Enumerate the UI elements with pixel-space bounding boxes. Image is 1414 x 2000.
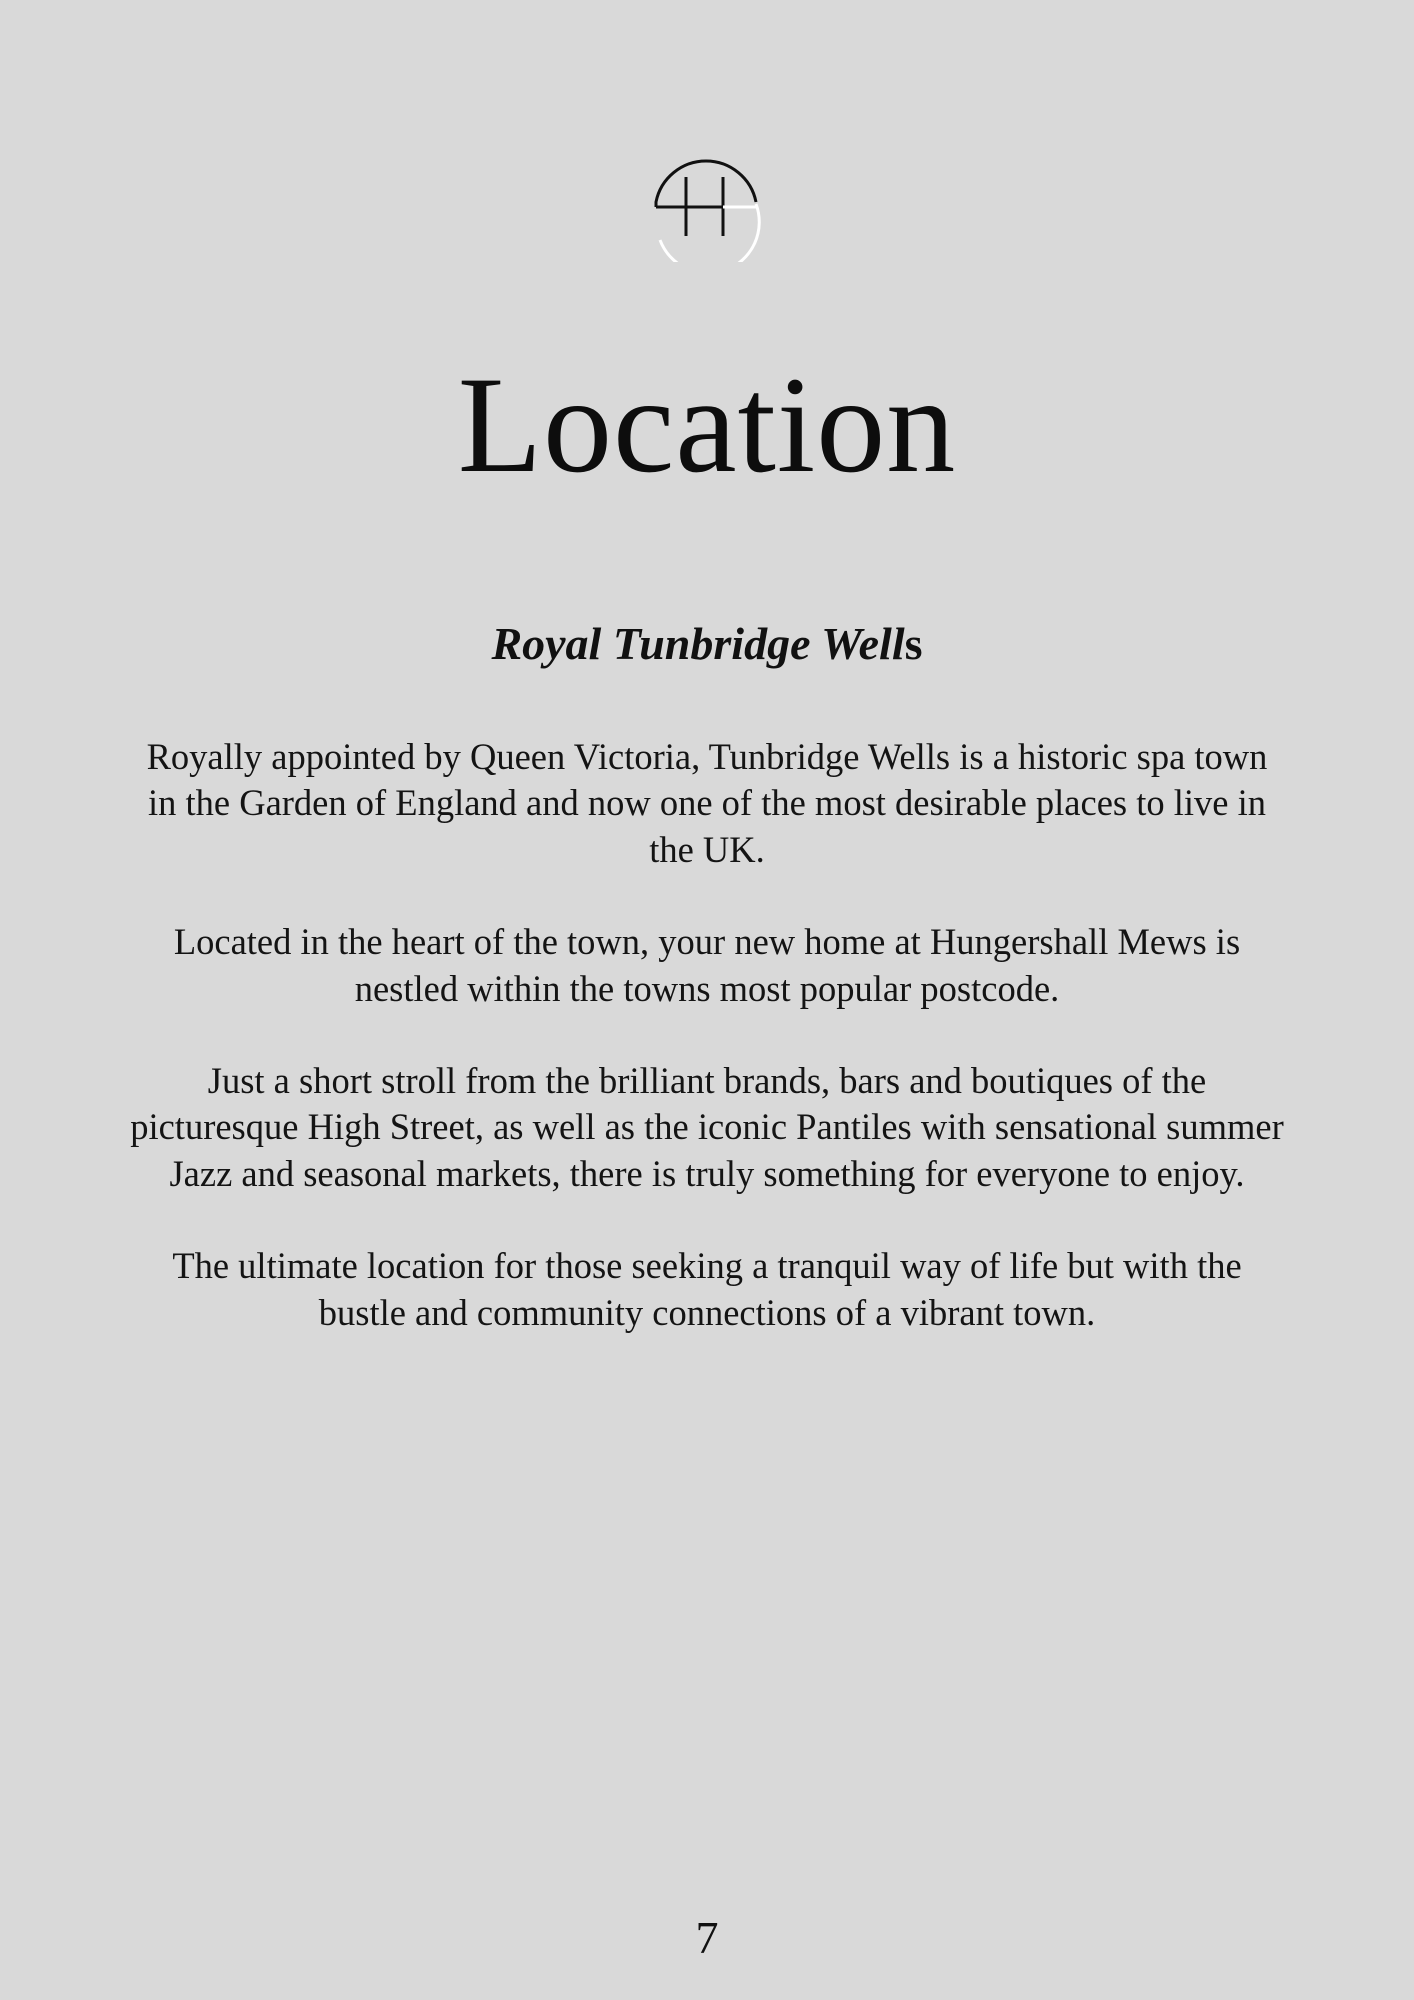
paragraph-location: Located in the heart of the town, your new home at Hungershall Mews is nestled within the towns most popular postcode. (173, 921, 1241, 1009)
subtitle-roman-part: s (904, 618, 923, 669)
paragraph-lifestyle: The ultimate location for those seeking a tranquil way of life but with the bustle and community connections of a vibrant town. (172, 1245, 1242, 1333)
paragraph-intro: Royally appointed by Queen Victoria, Tunbridge Wells is a historic spa town in the Garden of England and now one of the most desirable places to live in the UK. (146, 736, 1268, 870)
section-subtitle (0, 614, 1414, 674)
page-title: Location (457, 348, 957, 501)
paragraph-amenities: Just a short stroll from the brilliant brands, bars and boutiques of the picturesque High Street, as well as the iconic Pantiles with sensational summer Jazz and seasonal markets, there is truly something for everyone to enjoy. (130, 1060, 1284, 1194)
body-text (130, 734, 1284, 1382)
page-number: 7 (695, 1912, 719, 1963)
subtitle-italic-part: Royal Tunbridge Well (491, 618, 905, 669)
hs-monogram-icon (652, 152, 762, 262)
